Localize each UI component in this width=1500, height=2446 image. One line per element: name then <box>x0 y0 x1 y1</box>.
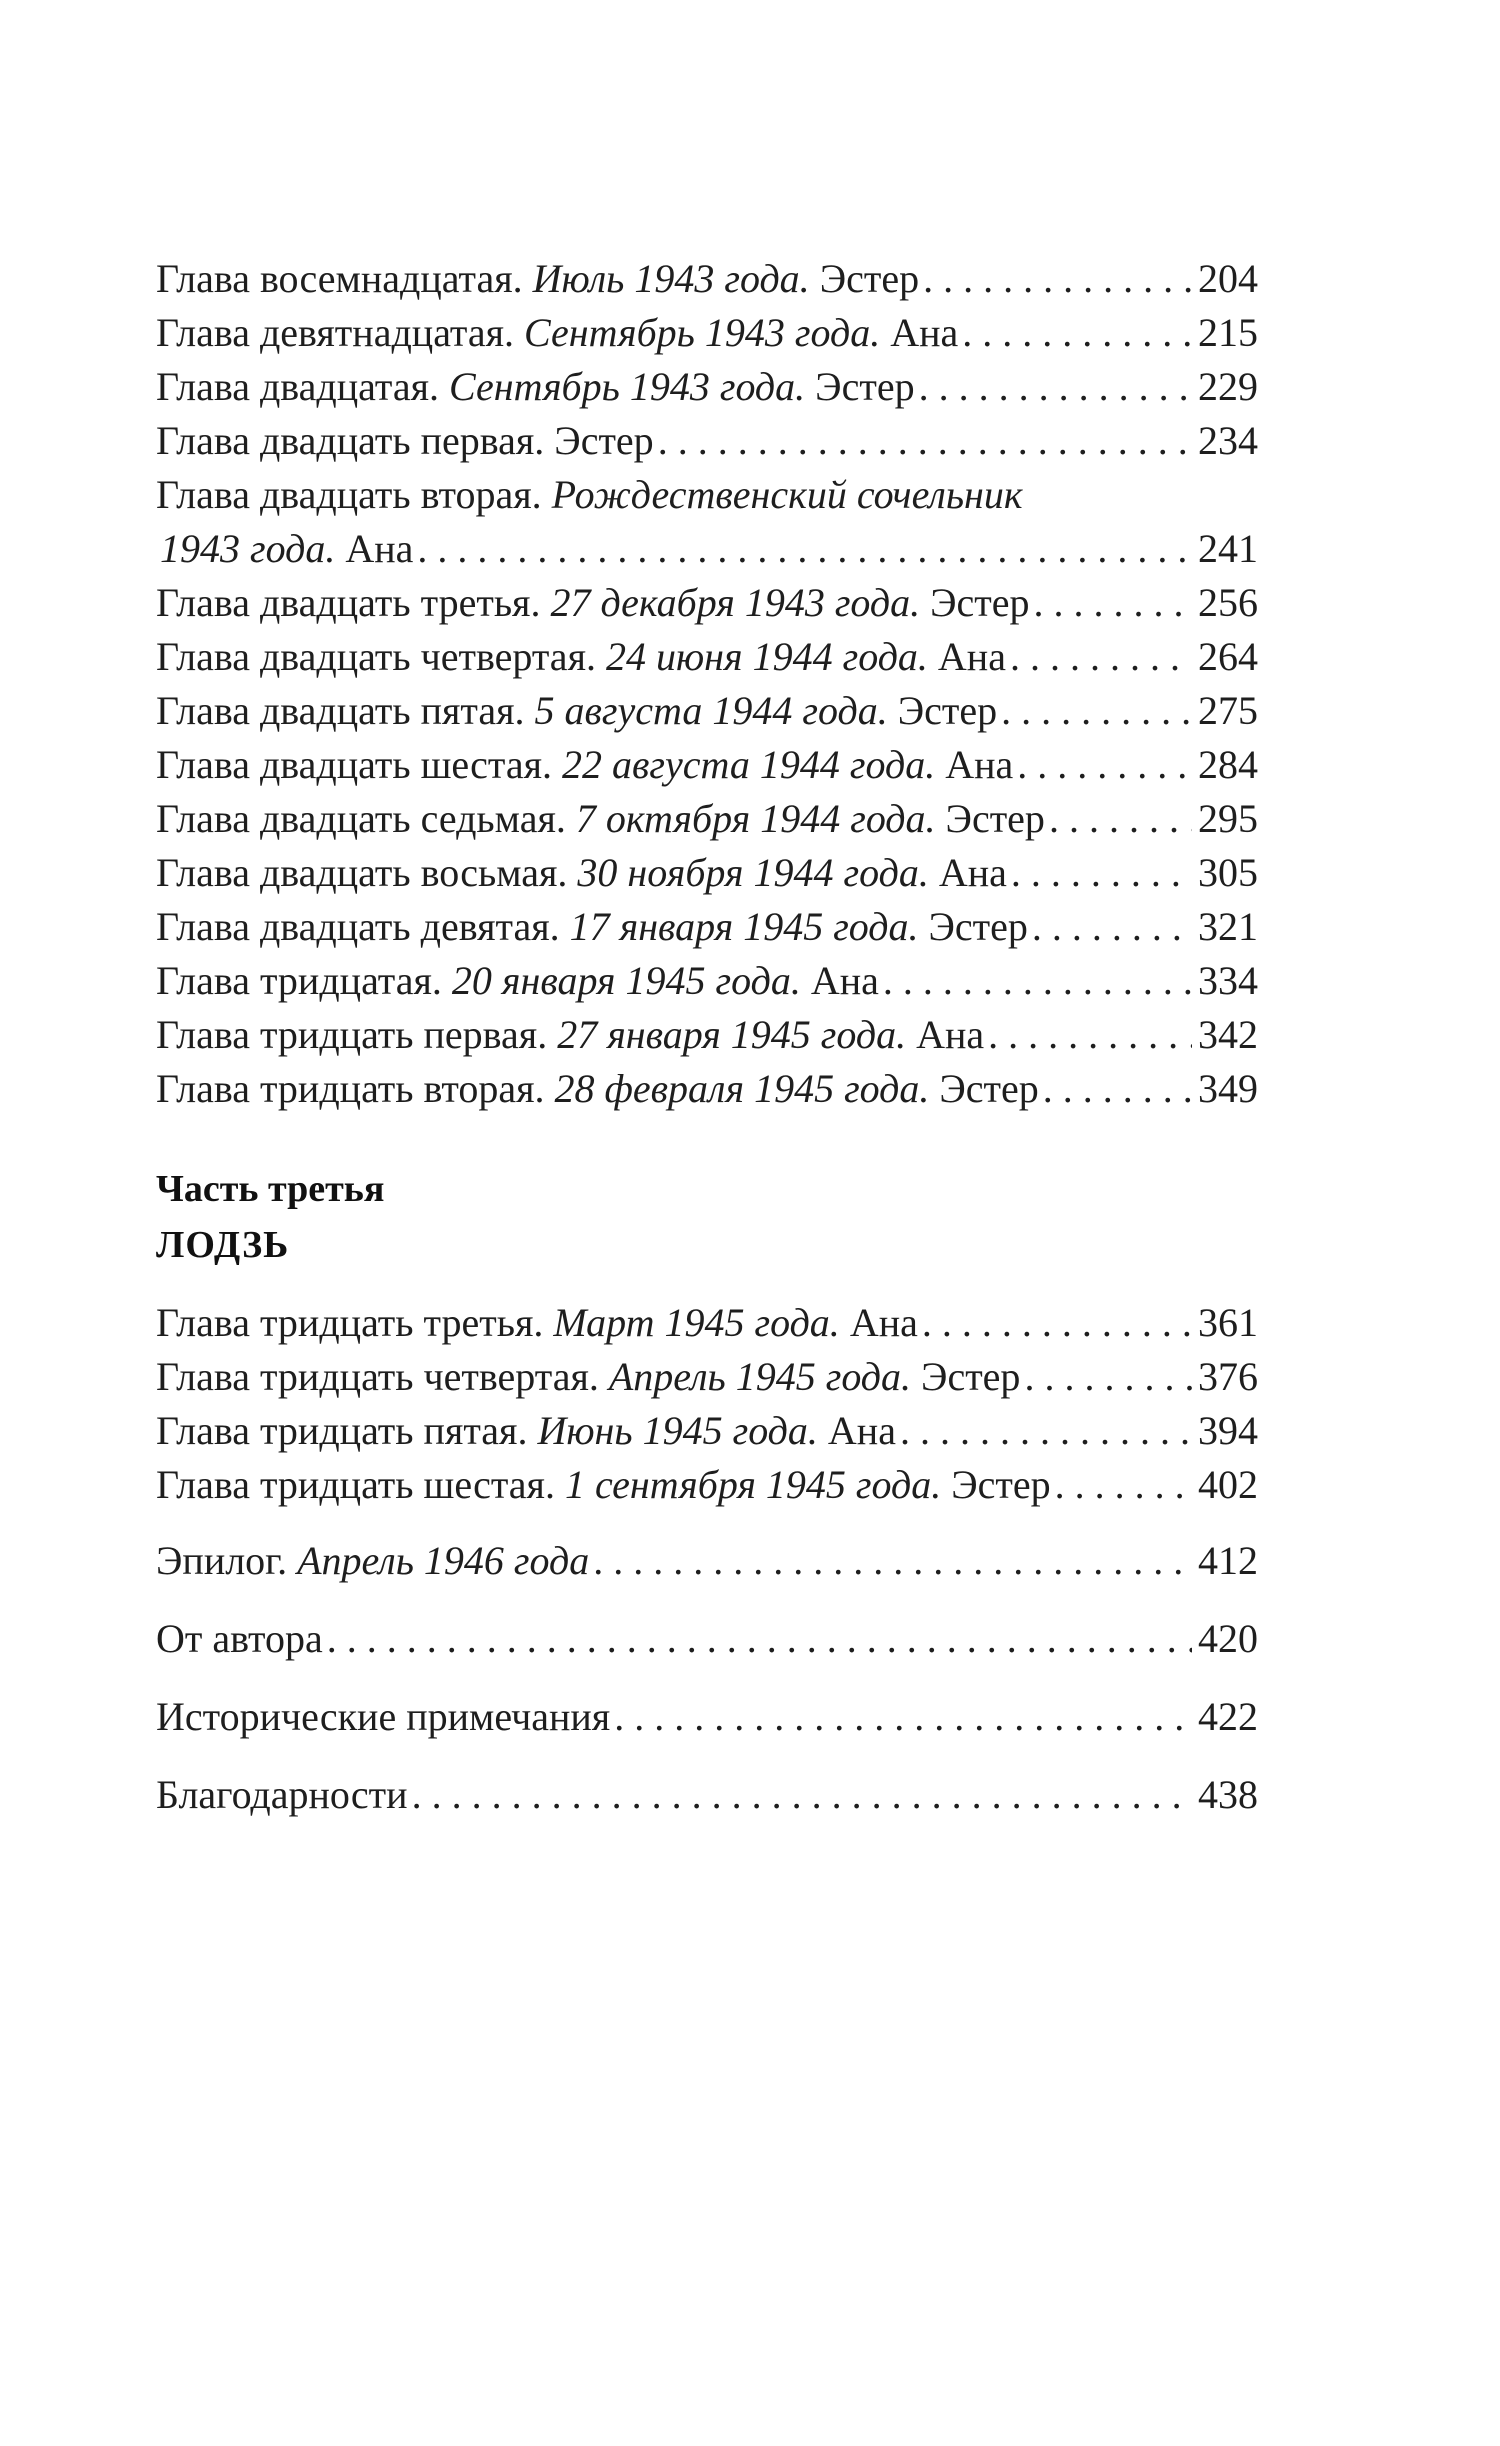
dot-leader <box>922 1296 1192 1350</box>
page-number: 215 <box>1198 310 1258 355</box>
dot-leader <box>900 1404 1192 1458</box>
toc-entry-historical-notes[interactable]: Исторические примечания . . . 422 <box>156 1690 1258 1744</box>
toc-entry-chapter-35[interactable]: Глава тридцать пятая. Июнь 1945 года. Ана . . . 394 <box>156 1404 1258 1458</box>
page-number: 334 <box>1198 958 1258 1003</box>
dot-leader <box>1034 576 1192 630</box>
page-number: 229 <box>1198 364 1258 409</box>
dot-leader <box>883 954 1192 1008</box>
dot-leader <box>1024 1350 1192 1404</box>
dot-leader <box>962 306 1192 360</box>
toc-entry-chapter-33[interactable]: Глава тридцать третья. Март 1945 года. Ана . . . 361 <box>156 1296 1258 1350</box>
dot-leader <box>614 1690 1192 1744</box>
toc-entry-chapter-24[interactable]: Глава двадцать четвертая. 24 июня 1944 года. Ана . . . 264 <box>156 630 1258 684</box>
dot-leader <box>593 1534 1192 1588</box>
part-three-label: Часть третья <box>156 1168 385 1210</box>
toc-entry-chapter-20[interactable]: Глава двадцатая. Сентябрь 1943 года. Эстер . . . 229 <box>156 360 1258 414</box>
page-number: 361 <box>1198 1300 1258 1345</box>
toc-epilogue <box>156 1534 1258 1588</box>
page-number: 412 <box>1198 1538 1258 1583</box>
toc-list-part-three <box>156 1296 1258 1512</box>
page-number: 402 <box>1198 1462 1258 1507</box>
page-number: 349 <box>1198 1066 1258 1111</box>
toc-entry-chapter-30[interactable]: Глава тридцатая. 20 января 1945 года. Ана . . . 334 <box>156 954 1258 1008</box>
toc-historical-notes <box>156 1690 1258 1744</box>
page-number: 422 <box>1198 1694 1258 1739</box>
page-number: 275 <box>1198 688 1258 733</box>
toc-entry-chapter-28[interactable]: Глава двадцать восьмая. 30 ноября 1944 года. Ана . . . 305 <box>156 846 1258 900</box>
toc-entry-chapter-36[interactable]: Глава тридцать шестая. 1 сентября 1945 года. Эстер . . . 402 <box>156 1458 1258 1512</box>
page-number: 342 <box>1198 1012 1258 1057</box>
toc-entry-chapter-22-line2[interactable]: 1943 года. Ана . . . 241 <box>156 522 1258 576</box>
toc-author-note <box>156 1612 1258 1666</box>
page-number: 264 <box>1198 634 1258 679</box>
dot-leader <box>1011 846 1192 900</box>
dot-leader <box>1049 792 1192 846</box>
page-number: 376 <box>1198 1354 1258 1399</box>
page-number: 438 <box>1198 1772 1258 1817</box>
toc-list-part-two <box>156 252 1258 1116</box>
toc-entry-chapter-34[interactable]: Глава тридцать четвертая. Апрель 1945 года. Эстер . . . 376 <box>156 1350 1258 1404</box>
dot-leader <box>1055 1458 1192 1512</box>
toc-entry-chapter-23[interactable]: Глава двадцать третья. 27 декабря 1943 года. Эстер . . . 256 <box>156 576 1258 630</box>
toc-entry-chapter-32[interactable]: Глава тридцать вторая. 28 февраля 1945 года. Эстер . . . 349 <box>156 1062 1258 1116</box>
toc-entry-chapter-29[interactable]: Глава двадцать девятая. 17 января 1945 года. Эстер . . . 321 <box>156 900 1258 954</box>
dot-leader <box>417 522 1192 576</box>
dot-leader <box>988 1008 1192 1062</box>
toc-entry-epilogue[interactable]: Эпилог. Апрель 1946 года . . . 412 <box>156 1534 1258 1588</box>
toc-entry-chapter-19[interactable]: Глава девятнадцатая. Сентябрь 1943 года. Ана . . . 215 <box>156 306 1258 360</box>
page-number: 256 <box>1198 580 1258 625</box>
page-number: 305 <box>1198 850 1258 895</box>
toc-entry-author-note[interactable]: От автора . . . 420 <box>156 1612 1258 1666</box>
page-number: 241 <box>1198 526 1258 571</box>
dot-leader <box>923 252 1192 306</box>
toc-entry-chapter-27[interactable]: Глава двадцать седьмая. 7 октября 1944 года. Эстер . . . 295 <box>156 792 1258 846</box>
dot-leader <box>1032 900 1192 954</box>
dot-leader <box>658 414 1192 468</box>
dot-leader <box>1017 738 1192 792</box>
dot-leader <box>327 1612 1192 1666</box>
page-number: 394 <box>1198 1408 1258 1453</box>
dot-leader <box>1010 630 1192 684</box>
page-number: 284 <box>1198 742 1258 787</box>
toc-acknowledgements <box>156 1768 1258 1822</box>
dot-leader <box>412 1768 1192 1822</box>
page-number: 321 <box>1198 904 1258 949</box>
page-number: 234 <box>1198 418 1258 463</box>
toc-entry-chapter-21[interactable]: Глава двадцать первая. Эстер . . . 234 <box>156 414 1258 468</box>
toc-entry-acknowledgements[interactable]: Благодарности . . . 438 <box>156 1768 1258 1822</box>
part-three-title: ЛОДЗЬ <box>156 1224 290 1266</box>
toc-entry-chapter-26[interactable]: Глава двадцать шестая. 22 августа 1944 года. Ана . . . 284 <box>156 738 1258 792</box>
dot-leader <box>919 360 1192 414</box>
toc-entry-chapter-25[interactable]: Глава двадцать пятая. 5 августа 1944 года. Эстер . . . 275 <box>156 684 1258 738</box>
page-number: 295 <box>1198 796 1258 841</box>
toc-entry-chapter-18[interactable]: Глава восемнадцатая. Июль 1943 года. Эстер . . . 204 <box>156 252 1258 306</box>
page-number: 420 <box>1198 1616 1258 1661</box>
dot-leader <box>1001 684 1192 738</box>
page-number: 204 <box>1198 256 1258 301</box>
dot-leader <box>1043 1062 1192 1116</box>
toc-entry-chapter-22-line1[interactable]: Глава двадцать вторая. Рождественский сочельник <box>156 472 1023 517</box>
toc-entry-chapter-31[interactable]: Глава тридцать первая. 27 января 1945 года. Ана . . . 342 <box>156 1008 1258 1062</box>
